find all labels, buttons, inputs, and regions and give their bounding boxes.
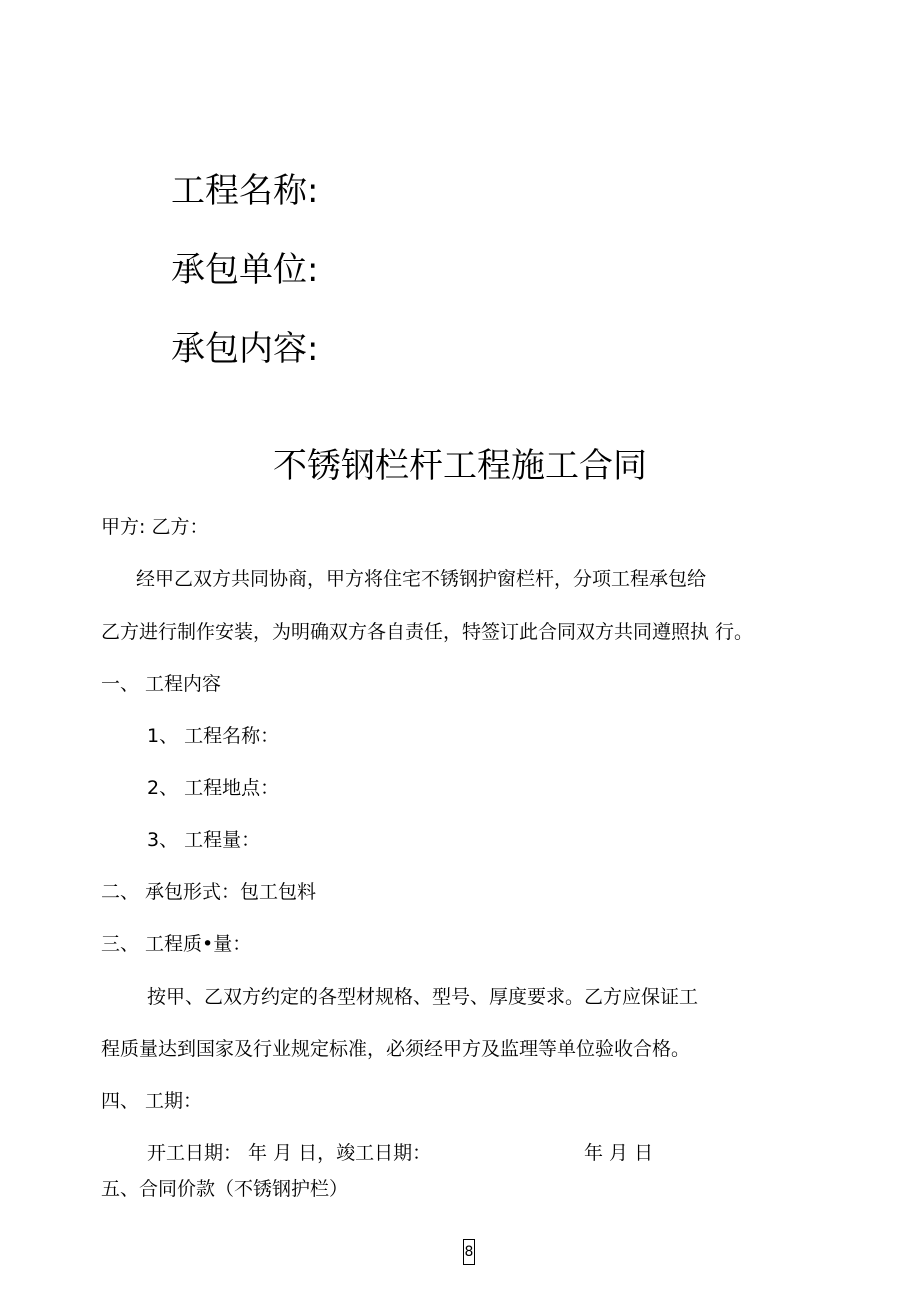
quality-paragraph-line-1: 按甲、乙双方约定的各型材规格、型号、厚度要求。乙方应保证工 xyxy=(147,986,699,1008)
intro-paragraph-line-2: 乙方进行制作安装，为明确双方各自责任，特签订此合同双方共同遵照执 行。 xyxy=(101,621,754,643)
project-quantity-item: 3、 工程量： xyxy=(147,829,261,851)
contract-title: 不锈钢栏杆工程施工合同 xyxy=(273,446,647,486)
section-1-heading: 一、 工程内容 xyxy=(101,673,222,695)
quality-paragraph-line-2: 程质量达到国家及行业规定标准，必须经甲方及监理等单位验收合格。 xyxy=(101,1038,691,1060)
start-date-line: 开工日期： 年 月 日，竣工日期： xyxy=(147,1142,432,1164)
section-4-heading: 四、 工期： xyxy=(101,1090,203,1112)
cover-project-name-label: 工程名称: xyxy=(171,171,319,211)
project-location-item: 2、 工程地点： xyxy=(147,777,280,799)
section-5-heading: 五、合同价款（不锈钢护栏） xyxy=(101,1178,349,1200)
cover-contractor-label: 承包单位: xyxy=(171,250,319,290)
project-name-item: 1、 工程名称： xyxy=(147,725,280,747)
page-number: 8 xyxy=(463,1239,475,1265)
section-3-heading: 三、 工程质•量： xyxy=(101,933,252,955)
intro-paragraph-line-1: 经甲乙双方共同协商，甲方将住宅不锈钢护窗栏杆，分项工程承包给 xyxy=(136,568,707,590)
completion-date-line: 年 月 日 xyxy=(584,1142,654,1164)
cover-content-label: 承包内容: xyxy=(171,329,319,369)
parties-line: 甲方: 乙方： xyxy=(101,516,209,538)
section-2-heading: 二、 承包形式：包工包料 xyxy=(101,881,317,903)
